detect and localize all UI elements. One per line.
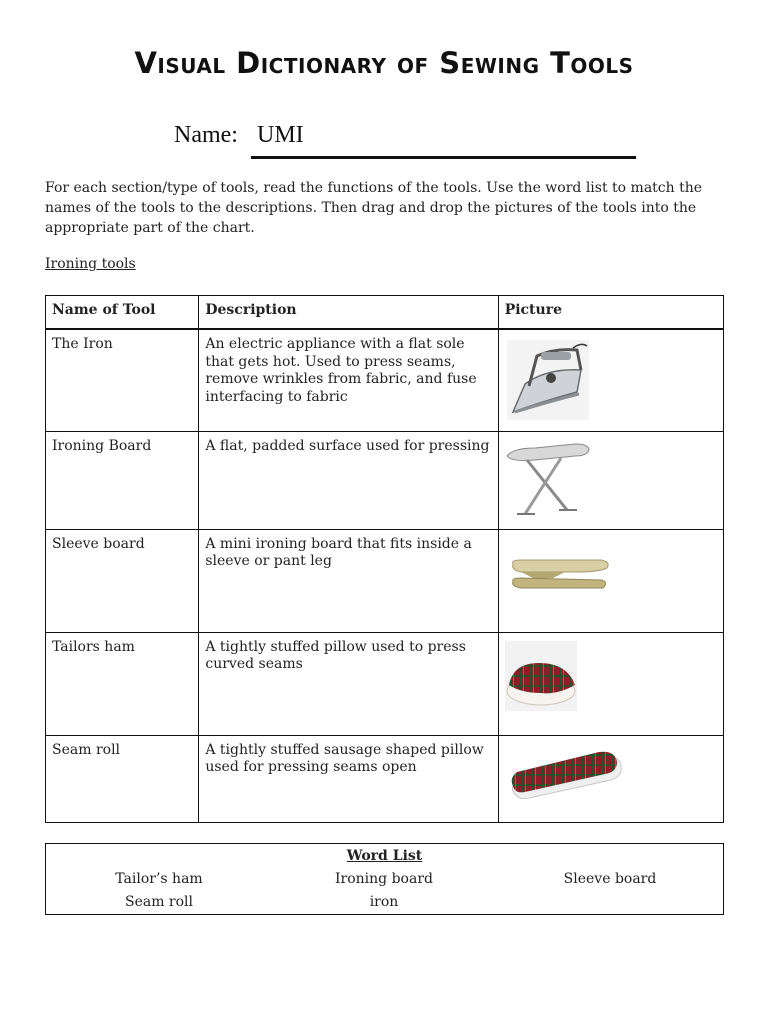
tool-picture-cell[interactable] — [498, 632, 723, 735]
column-header-picture: Picture — [498, 296, 723, 330]
tool-picture-cell[interactable] — [498, 529, 723, 632]
tool-description-cell: An electric appliance with a flat sole that gets hot. Used to press seams, remove wrinkles from fabric, and fuse interfacing to fabric — [199, 329, 498, 431]
table-row — [46, 735, 724, 822]
tool-picture-cell[interactable] — [498, 329, 723, 431]
column-header-description: Description — [199, 296, 498, 330]
table-row — [46, 529, 724, 632]
iron-picture[interactable] — [507, 340, 589, 420]
tool-name-cell: The Iron — [46, 329, 199, 431]
tool-picture-cell[interactable] — [498, 735, 723, 822]
name-underline — [251, 156, 636, 159]
word-list-title: Word List — [346, 848, 423, 864]
word-list-item[interactable]: Sleeve board — [563, 871, 657, 887]
tool-picture-cell[interactable] — [498, 431, 723, 529]
word-list-item[interactable]: Ironing board — [335, 871, 433, 887]
section-heading: Ironing tools — [45, 256, 136, 272]
table-row — [46, 329, 724, 431]
table-header-row — [46, 296, 724, 330]
sleeve-board-picture[interactable] — [507, 558, 611, 596]
tool-name-cell: Ironing Board — [46, 431, 199, 529]
page-title: Visual Dictionary of Sewing Tools — [134, 46, 634, 80]
name-field[interactable]: UMI — [257, 122, 304, 148]
tool-description-cell: A tightly stuffed sausage shaped pillow used for pressing seams open — [199, 735, 498, 822]
tool-description-cell: A tightly stuffed pillow used to press curved seams — [199, 632, 498, 735]
tools-table — [45, 295, 724, 823]
ironing-board-picture[interactable] — [505, 440, 591, 518]
tool-description-cell: A flat, padded surface used for pressing — [199, 431, 498, 529]
seam-roll-picture[interactable] — [507, 750, 623, 800]
column-header-name: Name of Tool — [46, 296, 199, 330]
tool-description-cell: A mini ironing board that fits inside a sleeve or pant leg — [199, 529, 498, 632]
tool-name-cell: Tailors ham — [46, 632, 199, 735]
word-list-item[interactable]: iron — [369, 894, 399, 910]
word-list-item[interactable]: Seam roll — [124, 894, 194, 910]
name-label: Name: — [174, 122, 238, 148]
tool-name-cell: Seam roll — [46, 735, 199, 822]
table-row — [46, 431, 724, 529]
word-list-box — [45, 843, 724, 915]
tool-name-cell: Sleeve board — [46, 529, 199, 632]
tailors-ham-picture[interactable] — [505, 641, 577, 711]
instructions-text: For each section/type of tools, read the functions of the tools. Use the word list to match the names of the tools to the descriptions. Then drag and drop the pictures of the tools into the appropriate part of the chart. — [45, 180, 703, 236]
table-row — [46, 632, 724, 735]
word-list-item[interactable]: Tailor’s ham — [115, 871, 203, 887]
